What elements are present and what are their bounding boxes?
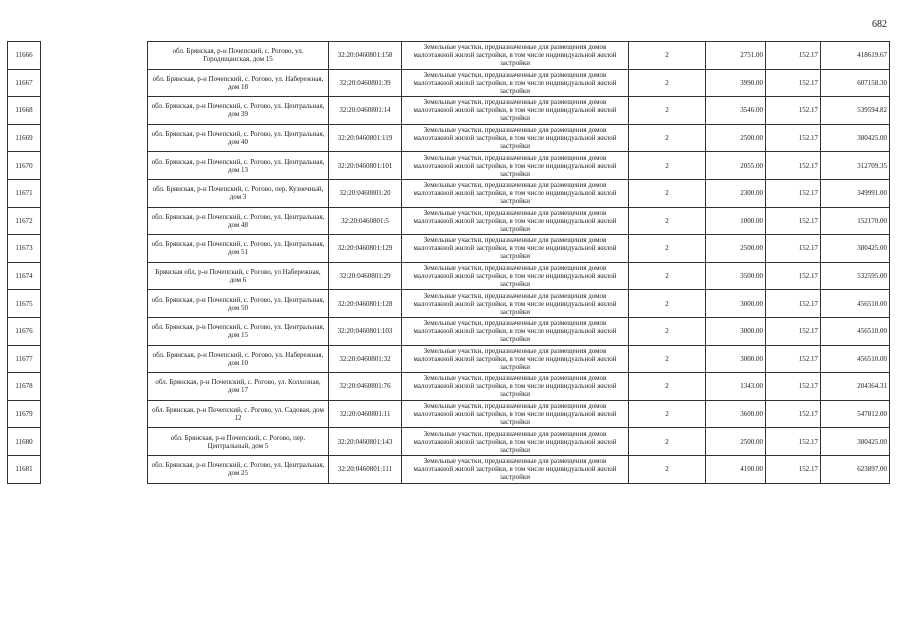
category-cell: 2 <box>629 400 706 428</box>
row-number-cell: 11681 <box>8 455 41 483</box>
address-cell: обл. Брянская, р-н Почепский, с. Рогово, ул. Садовая, дом 12 <box>148 400 329 428</box>
spacer-cell <box>41 235 148 263</box>
table-row <box>8 290 890 318</box>
cadastral-value-cell: 380425.00 <box>821 428 890 456</box>
spacer-cell <box>41 152 148 180</box>
specific-value-cell: 152.17 <box>766 455 821 483</box>
table-row <box>8 124 890 152</box>
area-cell: 2500.00 <box>706 428 766 456</box>
row-number-cell: 11678 <box>8 373 41 401</box>
category-cell: 2 <box>629 97 706 125</box>
row-number-cell: 11667 <box>8 69 41 97</box>
category-cell: 2 <box>629 317 706 345</box>
cadastral-value-cell: 532595.00 <box>821 262 890 290</box>
address-cell: обл. Брянская, р-н Почепский, с. Рогово, пер. Центральный, дом 5 <box>148 428 329 456</box>
row-number-cell: 11675 <box>8 290 41 318</box>
table-body <box>8 42 890 484</box>
table-row <box>8 42 890 70</box>
specific-value-cell: 152.17 <box>766 262 821 290</box>
spacer-cell <box>41 42 148 70</box>
cadastral-number-cell: 32:20:0460801:128 <box>329 290 402 318</box>
cadastral-value-cell: 539594.82 <box>821 97 890 125</box>
category-cell: 2 <box>629 42 706 70</box>
table-row <box>8 262 890 290</box>
row-number-cell: 11674 <box>8 262 41 290</box>
address-cell: обл. Брянская, р-н Почепский, с. Рогово, ул. Центральная, дом 48 <box>148 207 329 235</box>
cadastral-value-cell: 607158.30 <box>821 69 890 97</box>
table-row <box>8 373 890 401</box>
area-cell: 2300.00 <box>706 179 766 207</box>
specific-value-cell: 152.17 <box>766 152 821 180</box>
address-cell: обл. Брянская, р-н Почепский, с. Рогово, ул. Центральная, дом 15 <box>148 317 329 345</box>
area-cell: 4100.00 <box>706 455 766 483</box>
category-cell: 2 <box>629 455 706 483</box>
cadastral-value-cell: 456510.00 <box>821 290 890 318</box>
cadastral-value-cell: 380425.00 <box>821 235 890 263</box>
land-use-type-cell: Земельные участки, предназначенные для размещения домов малоэтажной жилой застройки, в том числе индивидуальной жилой застройки <box>402 152 629 180</box>
spacer-cell <box>41 400 148 428</box>
specific-value-cell: 152.17 <box>766 428 821 456</box>
cadastral-number-cell: 32:20:0460801:119 <box>329 124 402 152</box>
table-row <box>8 455 890 483</box>
row-number-cell: 11670 <box>8 152 41 180</box>
row-number-cell: 11671 <box>8 179 41 207</box>
cadastral-value-cell: 380425.00 <box>821 124 890 152</box>
cadastral-number-cell: 32:20:0460801:5 <box>329 207 402 235</box>
cadastral-number-cell: 32:20:0460801:111 <box>329 455 402 483</box>
spacer-cell <box>41 455 148 483</box>
table-row <box>8 235 890 263</box>
address-cell: обл. Брянская, р-н Почепский, с. Рогово, ул. Набережная, дом 10 <box>148 345 329 373</box>
specific-value-cell: 152.17 <box>766 207 821 235</box>
table-row <box>8 317 890 345</box>
cadastral-value-cell: 456510.00 <box>821 317 890 345</box>
land-use-type-cell: Земельные участки, предназначенные для размещения домов малоэтажной жилой застройки, в том числе индивидуальной жилой застройки <box>402 42 629 70</box>
cadastral-number-cell: 32:20:0460801:158 <box>329 42 402 70</box>
spacer-cell <box>41 97 148 125</box>
row-number-cell: 11677 <box>8 345 41 373</box>
page-number: 682 <box>872 19 887 30</box>
cadastral-value-cell: 349991.00 <box>821 179 890 207</box>
land-use-type-cell: Земельные участки, предназначенные для размещения домов малоэтажной жилой застройки, в том числе индивидуальной жилой застройки <box>402 428 629 456</box>
spacer-cell <box>41 262 148 290</box>
row-number-cell: 11673 <box>8 235 41 263</box>
address-cell: обл. Брянская, р-н Почепский, с. Рогово, ул. Центральная, дом 13 <box>148 152 329 180</box>
cadastral-number-cell: 32:20:0460801:129 <box>329 235 402 263</box>
category-cell: 2 <box>629 207 706 235</box>
area-cell: 1000.00 <box>706 207 766 235</box>
address-cell: обл. Брянская, р-н Почепский, с. Рогово, ул. Центральная, дом 51 <box>148 235 329 263</box>
spacer-cell <box>41 124 148 152</box>
category-cell: 2 <box>629 262 706 290</box>
spacer-cell <box>41 179 148 207</box>
row-number-cell: 11676 <box>8 317 41 345</box>
land-use-type-cell: Земельные участки, предназначенные для размещения домов малоэтажной жилой застройки, в том числе индивидуальной жилой застройки <box>402 179 629 207</box>
spacer-cell <box>41 317 148 345</box>
cadastral-number-cell: 32:20:0460801:32 <box>329 345 402 373</box>
category-cell: 2 <box>629 373 706 401</box>
address-cell: обл. Брянская, р-н Почепский, с. Рогово, ул. Набережная, дом 18 <box>148 69 329 97</box>
cadastral-number-cell: 32:20:0460801:11 <box>329 400 402 428</box>
address-cell: обл. Брянская, р-н Почепский, с. Рогово, ул. Колхозная, дом 17 <box>148 373 329 401</box>
cadastral-number-cell: 32:20:0460801:101 <box>329 152 402 180</box>
area-cell: 2500.00 <box>706 235 766 263</box>
table-row <box>8 207 890 235</box>
specific-value-cell: 152.17 <box>766 345 821 373</box>
land-use-type-cell: Земельные участки, предназначенные для размещения домов малоэтажной жилой застройки, в том числе индивидуальной жилой застройки <box>402 262 629 290</box>
land-use-type-cell: Земельные участки, предназначенные для размещения домов малоэтажной жилой застройки, в том числе индивидуальной жилой застройки <box>402 207 629 235</box>
cadastral-number-cell: 32:20:0460801:103 <box>329 317 402 345</box>
specific-value-cell: 152.17 <box>766 124 821 152</box>
specific-value-cell: 152.17 <box>766 235 821 263</box>
specific-value-cell: 152.17 <box>766 42 821 70</box>
cadastral-value-cell: 312709.35 <box>821 152 890 180</box>
land-use-type-cell: Земельные участки, предназначенные для размещения домов малоэтажной жилой застройки, в том числе индивидуальной жилой застройки <box>402 69 629 97</box>
cadastral-number-cell: 32:20:0460801:14 <box>329 97 402 125</box>
area-cell: 3000.00 <box>706 317 766 345</box>
table-row <box>8 69 890 97</box>
row-number-cell: 11672 <box>8 207 41 235</box>
cadastral-value-cell: 152170.00 <box>821 207 890 235</box>
spacer-cell <box>41 69 148 97</box>
cadastral-number-cell: 32:20:0460801:76 <box>329 373 402 401</box>
cadastral-number-cell: 32:20:0460801:29 <box>329 262 402 290</box>
area-cell: 3000.00 <box>706 345 766 373</box>
land-use-type-cell: Земельные участки, предназначенные для размещения домов малоэтажной жилой застройки, в том числе индивидуальной жилой застройки <box>402 400 629 428</box>
cadastral-number-cell: 32:20:0460801:143 <box>329 428 402 456</box>
area-cell: 2500.00 <box>706 124 766 152</box>
address-cell: обл. Брянская, р-н Почепский, с. Рогово, ул. Центральная, дом 40 <box>148 124 329 152</box>
table-row <box>8 152 890 180</box>
specific-value-cell: 152.17 <box>766 373 821 401</box>
category-cell: 2 <box>629 345 706 373</box>
address-cell: обл. Брянская, р-н Почепский, с. Рогово, ул. Центральная, дом 39 <box>148 97 329 125</box>
spacer-cell <box>41 207 148 235</box>
cadastral-number-cell: 32:20:0460801:39 <box>329 69 402 97</box>
category-cell: 2 <box>629 179 706 207</box>
area-cell: 1343.00 <box>706 373 766 401</box>
specific-value-cell: 152.17 <box>766 400 821 428</box>
cadastral-value-cell: 547812.00 <box>821 400 890 428</box>
row-number-cell: 11668 <box>8 97 41 125</box>
land-use-type-cell: Земельные участки, предназначенные для размещения домов малоэтажной жилой застройки, в том числе индивидуальной жилой застройки <box>402 290 629 318</box>
spacer-cell <box>41 290 148 318</box>
cadastral-number-cell: 32:20:0460801:20 <box>329 179 402 207</box>
table-row <box>8 179 890 207</box>
cadastral-value-cell: 623897.00 <box>821 455 890 483</box>
address-cell: обл. Брянская, р-н Почепский, с. Рогово, ул. Центральная, дом 25 <box>148 455 329 483</box>
cadastral-value-cell: 418619.67 <box>821 42 890 70</box>
specific-value-cell: 152.17 <box>766 179 821 207</box>
cadastral-value-cell: 204364.31 <box>821 373 890 401</box>
spacer-cell <box>41 373 148 401</box>
table-row <box>8 428 890 456</box>
category-cell: 2 <box>629 152 706 180</box>
area-cell: 3990.00 <box>706 69 766 97</box>
category-cell: 2 <box>629 124 706 152</box>
specific-value-cell: 152.17 <box>766 317 821 345</box>
cadastral-value-table <box>7 41 890 484</box>
area-cell: 3000.00 <box>706 290 766 318</box>
land-use-type-cell: Земельные участки, предназначенные для размещения домов малоэтажной жилой застройки, в том числе индивидуальной жилой застройки <box>402 455 629 483</box>
row-number-cell: 11680 <box>8 428 41 456</box>
land-use-type-cell: Земельные участки, предназначенные для размещения домов малоэтажной жилой застройки, в том числе индивидуальной жилой застройки <box>402 97 629 125</box>
cadastral-value-cell: 456510.00 <box>821 345 890 373</box>
land-use-type-cell: Земельные участки, предназначенные для размещения домов малоэтажной жилой застройки, в том числе индивидуальной жилой застройки <box>402 317 629 345</box>
specific-value-cell: 152.17 <box>766 290 821 318</box>
land-use-type-cell: Земельные участки, предназначенные для размещения домов малоэтажной жилой застройки, в том числе индивидуальной жилой застройки <box>402 373 629 401</box>
table-row <box>8 345 890 373</box>
row-number-cell: 11679 <box>8 400 41 428</box>
specific-value-cell: 152.17 <box>766 97 821 125</box>
category-cell: 2 <box>629 69 706 97</box>
category-cell: 2 <box>629 428 706 456</box>
category-cell: 2 <box>629 235 706 263</box>
land-use-type-cell: Земельные участки, предназначенные для размещения домов малоэтажной жилой застройки, в том числе индивидуальной жилой застройки <box>402 124 629 152</box>
area-cell: 3600.00 <box>706 400 766 428</box>
specific-value-cell: 152.17 <box>766 69 821 97</box>
land-use-type-cell: Земельные участки, предназначенные для размещения домов малоэтажной жилой застройки, в том числе индивидуальной жилой застройки <box>402 345 629 373</box>
row-number-cell: 11669 <box>8 124 41 152</box>
row-number-cell: 11666 <box>8 42 41 70</box>
table-row <box>8 97 890 125</box>
land-use-type-cell: Земельные участки, предназначенные для размещения домов малоэтажной жилой застройки, в том числе индивидуальной жилой застройки <box>402 235 629 263</box>
address-cell: Брянская обл, р-н Почепский, с Рогово, ул Набережная, дом 6 <box>148 262 329 290</box>
area-cell: 3500.00 <box>706 262 766 290</box>
address-cell: обл. Брянская, р-н Почепский, с. Рогово, ул. Центральная, дом 50 <box>148 290 329 318</box>
category-cell: 2 <box>629 290 706 318</box>
area-cell: 2751.00 <box>706 42 766 70</box>
address-cell: обл. Брянская, р-н Почепский, с. Рогово, пер. Кузнечный, дом 3 <box>148 179 329 207</box>
spacer-cell <box>41 428 148 456</box>
area-cell: 3546.00 <box>706 97 766 125</box>
spacer-cell <box>41 345 148 373</box>
area-cell: 2055.00 <box>706 152 766 180</box>
address-cell: обл. Брянская, р-н Почепский, с. Рогово, ул. Городищанская, дом 15 <box>148 42 329 70</box>
table-row <box>8 400 890 428</box>
